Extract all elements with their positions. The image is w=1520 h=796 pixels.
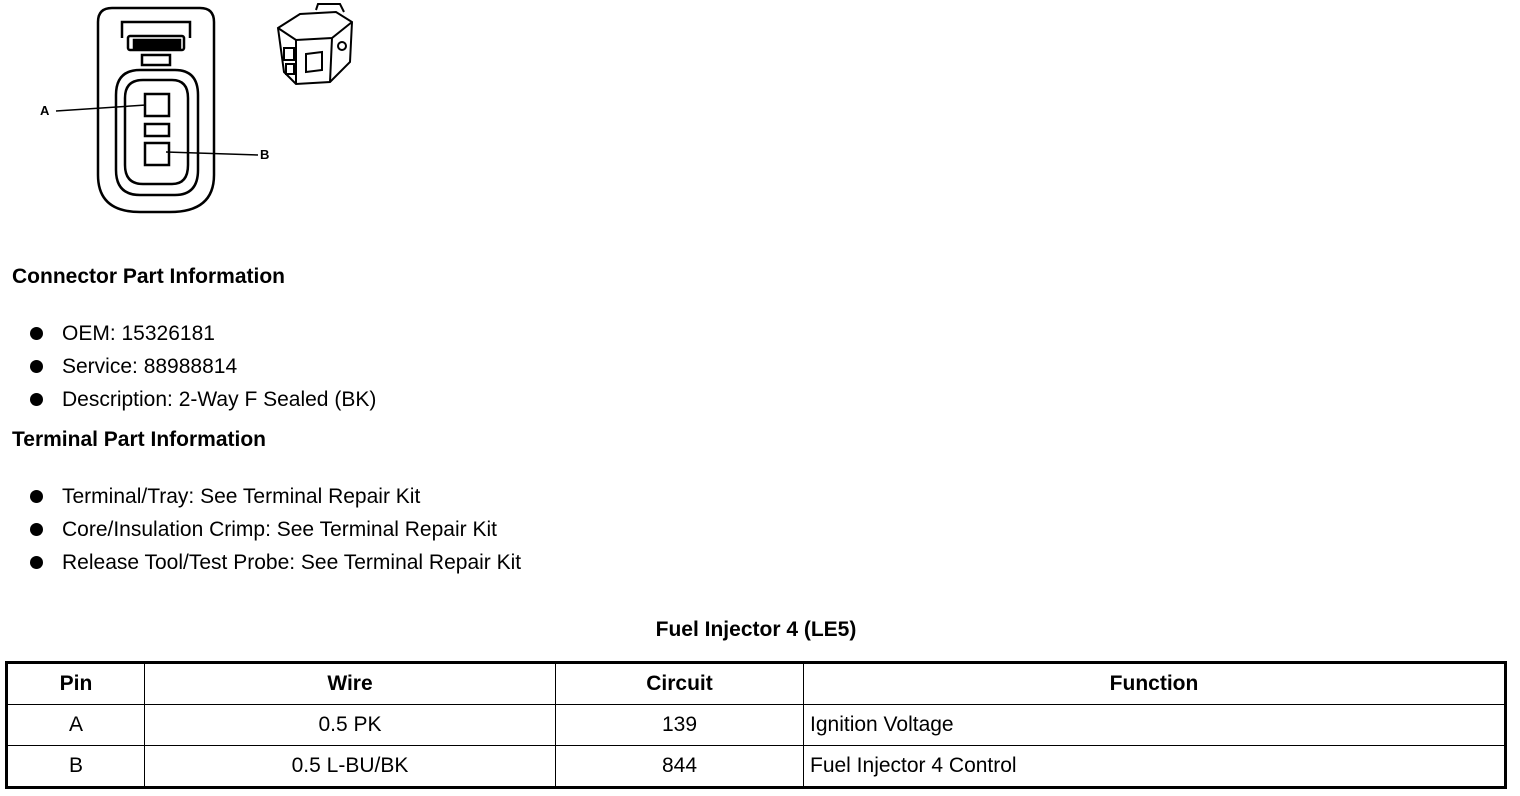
cavity-b	[145, 143, 169, 165]
bullet-icon	[30, 490, 43, 503]
cell-circuit: 139	[556, 705, 804, 746]
terminal-part-info-list	[28, 480, 521, 579]
header-pin: Pin	[7, 663, 145, 705]
connector-isometric-view	[278, 4, 352, 84]
connector-face-diagram	[0, 0, 380, 230]
list-item-text: Release Tool/Test Probe: See Terminal Repair Kit	[62, 551, 522, 574]
pinout-table	[5, 661, 1507, 789]
cell-wire: 0.5 L-BU/BK	[145, 746, 556, 788]
bullet-icon	[30, 393, 43, 406]
list-item	[28, 480, 521, 513]
list-item	[28, 317, 376, 350]
connector-part-info-list	[28, 317, 376, 416]
table-header-row	[7, 663, 1506, 705]
leader-line-b	[166, 152, 258, 155]
pin-a-label: A	[40, 103, 50, 118]
list-item	[28, 350, 376, 383]
list-item-text: Core/Insulation Crimp: See Terminal Repair Kit	[62, 518, 497, 541]
cell-pin: A	[7, 705, 145, 746]
table-row	[7, 746, 1506, 788]
bullet-icon	[30, 327, 43, 340]
list-item-text: Description: 2-Way F Sealed (BK)	[62, 388, 377, 411]
cell-circuit: 844	[556, 746, 804, 788]
leader-line-a	[56, 105, 146, 111]
bullet-icon	[30, 523, 43, 536]
header-wire: Wire	[145, 663, 556, 705]
cell-function: Fuel Injector 4 Control	[804, 746, 1506, 788]
connector-part-info-heading: Connector Part Information	[12, 265, 286, 288]
terminal-part-info-heading: Terminal Part Information	[12, 428, 266, 451]
list-item-text: Service: 88988814	[62, 355, 238, 378]
list-item	[28, 513, 521, 546]
cell-function: Ignition Voltage	[804, 705, 1506, 746]
cell-wire: 0.5 PK	[145, 705, 556, 746]
bullet-icon	[30, 360, 43, 373]
list-item	[28, 383, 376, 416]
cavity-key	[145, 124, 169, 136]
list-item-text: Terminal/Tray: See Terminal Repair Kit	[62, 485, 421, 508]
table-row	[7, 705, 1506, 746]
bullet-icon	[30, 556, 43, 569]
cavity-a	[145, 94, 169, 116]
cell-pin: B	[7, 746, 145, 788]
pin-b-label: B	[260, 147, 270, 162]
header-function: Function	[804, 663, 1506, 705]
table-title: Fuel Injector 4 (LE5)	[655, 618, 857, 641]
list-item-text: OEM: 15326181	[62, 322, 215, 345]
list-item	[28, 546, 521, 579]
header-circuit: Circuit	[556, 663, 804, 705]
